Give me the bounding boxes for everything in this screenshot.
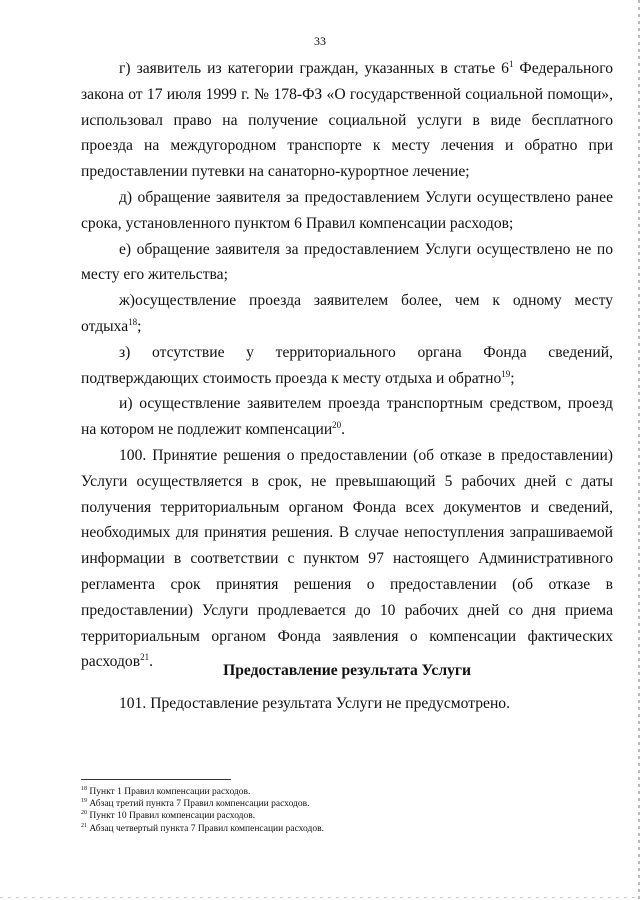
section-heading: Предоставление результата Услуги	[223, 662, 471, 679]
footnote-21: $^{21}$ Абзац четвертый пункта 7 Правил компенсации расходов.	[81, 822, 324, 834]
paragraph-d: д) обращение заявителя за предоставлением Услуги осуществлено ранее срока, установленного пунктом 6 Правил компенсации расходов;	[81, 188, 613, 232]
footnote-ref: 21	[140, 652, 150, 663]
body-text	[81, 56, 613, 675]
footnote-ref: 1	[508, 58, 514, 69]
footnote-18: $^{18}$ Пункт 1 Правил компенсации расходов.	[81, 785, 251, 797]
footnote-ref: 18	[128, 316, 138, 327]
paragraph-g: г) заявитель из категории граждан, указанных в статье $6^1$ Федерального закона от 17 июля 1999 г. № 178-ФЗ «О государственной социальной помощи», использовал право на получение социальной услуги в виде бесплатного проезда на междугородном транспорте к месту лечения и обратно при предоставлении путевки на санаторно-курортное лечение;	[81, 58, 613, 181]
page-number: 33	[314, 34, 326, 48]
paragraph-i: и) осуществление заявителем проезда транспортным средством, проезд на котором не подлежит компенсации$^{20}$.	[81, 395, 613, 439]
scan-edge-bottom	[0, 897, 640, 898]
paragraph-zh: ж)осуществление проезда заявителем более, чем к одному месту отдыха$^{18}$;	[81, 292, 613, 335]
footnote-ref: 19	[501, 368, 511, 379]
footnote-ref: 20	[332, 419, 342, 430]
paragraph-e: е) обращение заявителя за предоставлением Услуги осуществлено не по месту его жительства;	[81, 240, 613, 284]
footnote-19: $^{19}$ Абзац третий пункта 7 Правил компенсации расходов.	[81, 798, 310, 810]
footnotes	[81, 786, 613, 835]
footnote-20: $^{20}$ Пункт 10 Правил компенсации расходов.	[81, 810, 256, 822]
paragraph-z: з) отсутствие у территориального органа Фонда сведений, подтверждающих стоимость проезда к месту отдыха и обратно$^{19}$;	[81, 343, 613, 387]
paragraph-100: 100. Принятие решения о предоставлении (об отказе в предоставлении) Услуги осуществляется в срок, не превышающий 5 рабочих дней с даты получения территориальным органом Фонда всех документов и сведений, необходимых для принятия решения. В случае непоступления запрашиваемой информации в соответствии с пунктом 97 настоящего Административного регламента срок принятия решения о предоставлении (об отказе в предоставлении) Услуги продлевается до 10 рабочих дней со дня приема территориальным органом Фонда заявления о компенсации фактических расходов$^{21}$.	[81, 446, 613, 671]
footnote-divider	[81, 779, 231, 780]
paragraph-101: 101. Предоставление результата Услуги не предусмотрено.	[119, 695, 510, 712]
paragraph-101-container	[81, 691, 613, 717]
